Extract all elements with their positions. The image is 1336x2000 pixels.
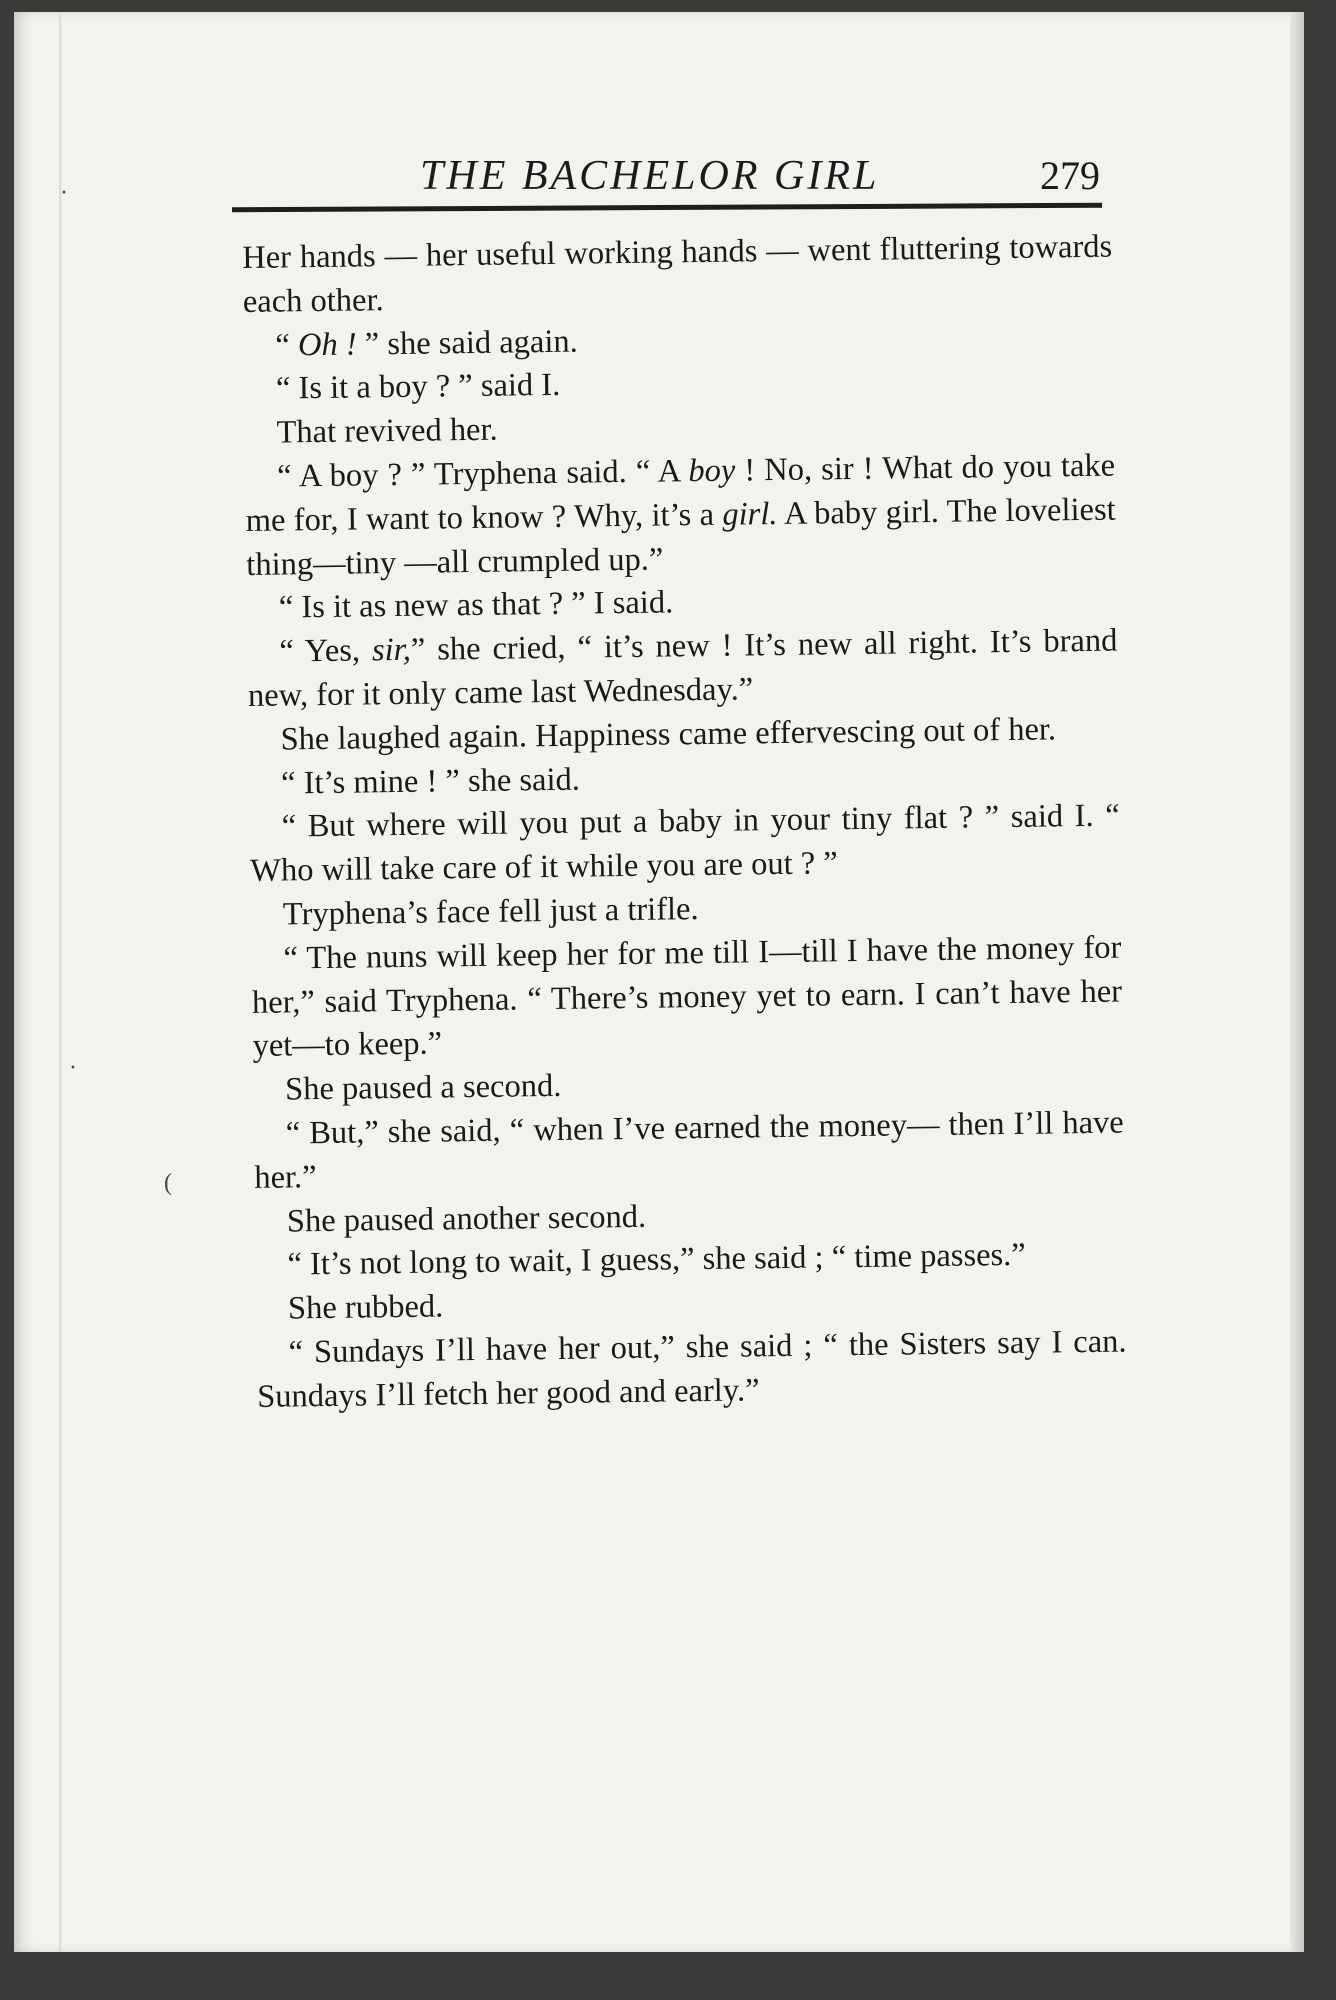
running-title: THE BACHELOR GIRL [420, 153, 880, 199]
header-rule [232, 203, 1102, 213]
paragraph: “ A boy ? ” Tryphena said. “ A boy ! No, sir ! What do you take me for, I want to know ? Why, it’s a girl. A baby girl. The loveliest thing—tiny —all crumpled up.” [245, 447, 1116, 583]
paragraph: “ But,” she said, “ when I’ve earned the money— then I’ll have her.” [254, 1104, 1124, 1196]
paragraph: She rubbed. [287, 1288, 444, 1327]
book-page [14, 12, 1304, 1952]
paragraph: That revived her. [276, 411, 498, 451]
body-text [242, 226, 1127, 1420]
paragraph: She paused a second. [284, 1068, 562, 1108]
paragraph: Tryphena’s face fell just a trifle. [282, 891, 699, 933]
page-edge [1290, 12, 1304, 1952]
scan-speck: · [60, 180, 68, 206]
paragraph: “ Oh ! ” she said again. [275, 323, 578, 364]
paragraph: “ It’s not long to wait, I guess,” she said ; “ time passes.” [287, 1237, 1026, 1283]
paragraph: “ The nuns will keep her for me till I—till I have the money for her,” said Tryphena. “ There’s money yet to earn. I can’t have her yet—to keep.” [251, 929, 1123, 1065]
paragraph: “ Is it as new as that ? ” I said. [278, 584, 674, 626]
paragraph: “ Yes, sir,” she cried, “ it’s new ! It’s new all right. It’s brand new, for it only came last Wednesday.” [247, 622, 1118, 714]
paragraph: Her hands — her useful working hands — went fluttering towards each other. [242, 228, 1113, 320]
scan-speck: · [69, 1055, 77, 1081]
running-head [262, 152, 1104, 202]
paragraph: “ It’s mine ! ” she said. [280, 761, 581, 802]
page-number: 279 [1040, 153, 1100, 198]
page-gutter [59, 12, 62, 1952]
paragraph: She laughed again. Happiness came effervescing out of her. [280, 711, 1057, 758]
paragraph: “ But where will you put a baby in your tiny flat ? ” said I. “ Who will take care of it while you are out ? ” [250, 797, 1120, 890]
paragraph: “ Sundays I’ll have her out,” she said ; “ the Sisters say I can. Sundays I’ll fetch her good and early.” [256, 1323, 1127, 1415]
paragraph: “ Is it a boy ? ” said I. [275, 367, 561, 407]
paragraph: She paused another second. [286, 1198, 647, 1240]
scan-speck: ( [164, 1170, 172, 1196]
